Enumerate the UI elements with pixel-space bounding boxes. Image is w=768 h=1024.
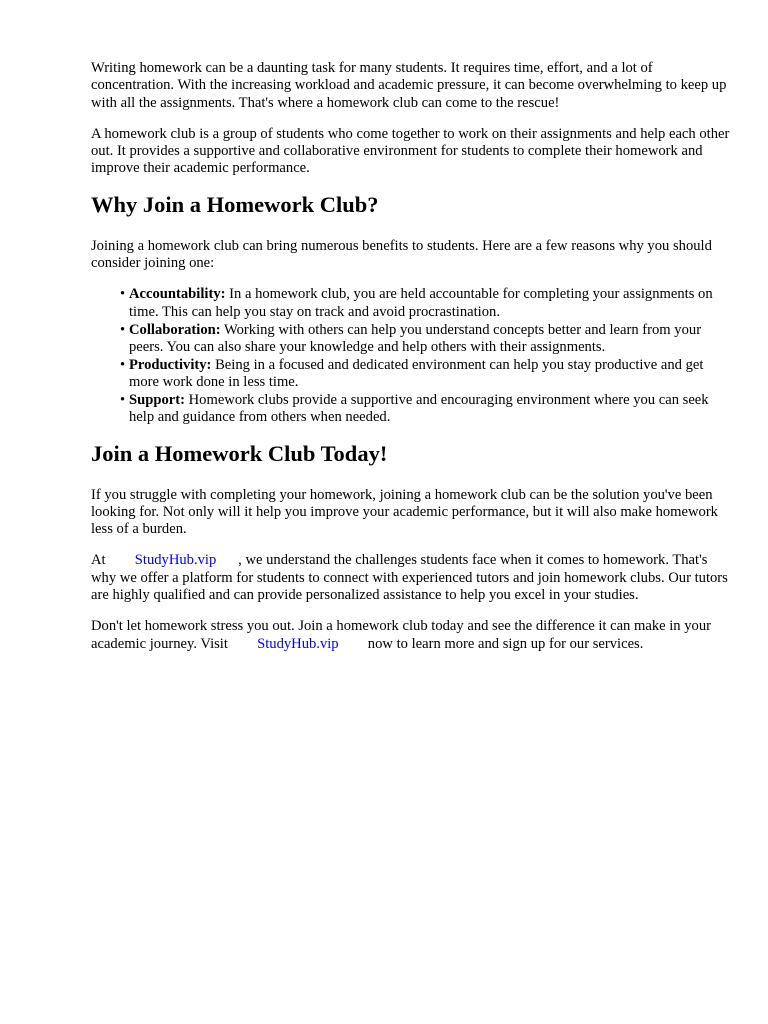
intro-paragraph-1: Writing homework can be a daunting task for many students. It requires time, effort, and a lot of concentration. With the increasing workload and academic pressure, it can become overwhelming to keep up with all the assignments. That's where a homework club can come to the rescue! — [91, 60, 727, 111]
benefit-text: Homework clubs provide a supportive and encouraging environment where you can seek help and guidance from others when needed. — [129, 391, 709, 426]
benefit-term: Productivity: — [129, 356, 212, 373]
benefit-text: Working with others can help you understand concepts better and learn from your peers. You can also share your knowledge and help others with their assignments. — [129, 321, 702, 355]
benefit-term: Collaboration: — [129, 321, 221, 338]
studyhub-link[interactable]: StudyHub.vip — [134, 552, 217, 569]
benefits-list — [91, 286, 731, 426]
benefit-text: In a homework club, you are held accountable for completing your assignments on time. This can help you stay on track and avoid procrastination. — [129, 286, 713, 320]
join-paragraph-3 — [91, 618, 731, 653]
benefit-term: Support: — [129, 391, 185, 408]
join-p3-prefix: Don't let homework stress you out. Join a homework club today and see the difference it can make in your academic journey. Visit — [91, 618, 711, 652]
studyhub-link[interactable]: StudyHub.vip — [257, 635, 339, 652]
bullet-icon: • — [120, 286, 126, 303]
intro-paragraph-2: A homework club is a group of students who come together to work on their assignments and help each other out. It provides a supportive and collaborative environment for students to complete their homework and improve their academic performance. — [91, 125, 730, 177]
why-join-heading: Why Join a Homework Club? — [91, 191, 379, 217]
benefit-term: Accountability: — [129, 286, 226, 303]
join-paragraph-1: If you struggle with completing your homework, joining a homework club can be the solution you've been looking for. Not only will it help you improve your academic performance, but it will also make homework less of a burden. — [91, 486, 718, 538]
join-p2-suffix: , we understand the challenges students face when it comes to homework. That's why we offer a platform for students to connect with experienced tutors and join homework clubs. Our tutors are highly qualified and can provide personalized assistance to help you excel in your studies. — [91, 552, 728, 604]
bullet-icon: • — [120, 356, 126, 373]
benefit-text: Being in a focused and dedicated environment can help you stay productive and get more work done in less time. — [129, 356, 704, 391]
bullet-icon: • — [120, 321, 126, 338]
join-p3-suffix: now to learn more and sign up for our services. — [367, 635, 644, 652]
list-item — [120, 286, 731, 321]
join-p2-prefix: At — [91, 552, 106, 569]
document-page — [91, 60, 731, 667]
list-item — [120, 392, 731, 427]
list-item — [120, 322, 731, 357]
why-join-lead: Joining a homework club can bring numerous benefits to students. Here are a few reasons why you should consider joining one: — [91, 237, 712, 272]
join-today-heading: Join a Homework Club Today! — [91, 440, 388, 466]
join-paragraph-2 — [91, 552, 731, 604]
bullet-icon: • — [120, 391, 126, 408]
list-item — [120, 357, 731, 392]
